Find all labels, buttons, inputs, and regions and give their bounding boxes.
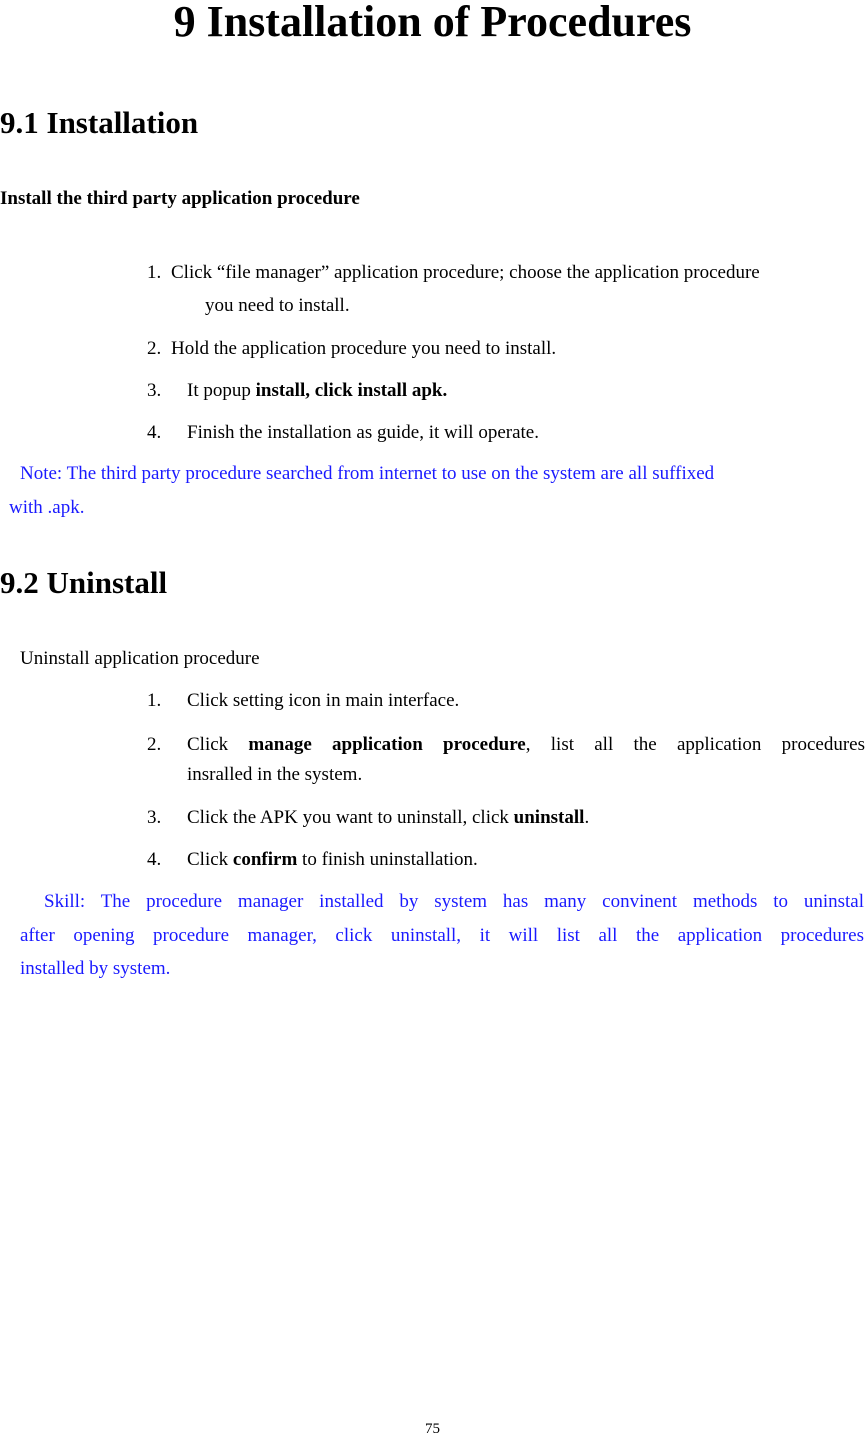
install-step-4-text: Finish the installation as guide, it will operate. (187, 422, 539, 443)
install-step-3-bold: install, click install apk. (255, 380, 448, 401)
install-step-2 (147, 337, 556, 361)
page-number: 75 (425, 1421, 440, 1437)
uninstall-step-2-pre: Click (187, 734, 249, 755)
uninstall-step-4-pre: Click (187, 849, 233, 870)
uninstall-step-3-number: 3. (147, 807, 162, 828)
install-step-4-number: 4. (147, 422, 162, 443)
uninstall-step-1 (147, 689, 459, 713)
skill-line-3: installed by system. (20, 958, 171, 979)
uninstall-step-2-line-2: insralled in the system. (187, 764, 363, 785)
skill-line-2: after opening procedure manager, click uninstall, it will list all the application procedures (20, 925, 864, 946)
uninstall-step-3-pre: Click the APK you want to uninstall, click (187, 807, 514, 828)
uninstall-step-3-bold: uninstall (513, 807, 585, 828)
install-step-2-text: Hold the application procedure you need to install. (171, 338, 557, 359)
install-step-2-number: 2. (147, 338, 162, 359)
section-title-installation: 9.1 Installation (0, 105, 199, 140)
uninstall-step-3-post: . (584, 807, 590, 828)
install-step-3-number: 3. (147, 380, 162, 401)
uninstall-step-4-bold: confirm (232, 849, 298, 870)
skill-line-1: Skill: The procedure manager installed by system has many convinent methods to uninstal (44, 891, 864, 912)
uninstall-step-2-line-1 (187, 733, 865, 757)
uninstall-step-2-bold: manage application procedure (248, 734, 526, 755)
install-step-3 (147, 379, 447, 403)
uninstall-step-4-post: to finish uninstallation. (297, 849, 478, 870)
uninstall-step-4-number: 4. (147, 849, 162, 870)
uninstall-step-4 (147, 848, 478, 872)
install-step-1-text: Click “file manager” application procedure; choose the application procedure (171, 262, 760, 283)
install-note-line-1: Note: The third party procedure searched from internet to use on the system are all suffixed (20, 463, 715, 484)
uninstall-step-2-number: 2. (147, 734, 162, 755)
install-note-line-2: with .apk. (9, 497, 85, 518)
install-step-4 (147, 421, 539, 445)
uninstall-step-3 (147, 806, 589, 830)
uninstall-step-2-post: , list all the application procedures (525, 734, 865, 755)
subheading-install: Install the third party application procedure (0, 188, 360, 209)
uninstall-step-1-number: 1. (147, 690, 162, 711)
install-step-1-number: 1. (147, 262, 162, 283)
install-step-3-text: It popup (187, 380, 256, 401)
install-step-1 (147, 261, 865, 285)
chapter-title: 9 Installation of Procedures (173, 0, 692, 46)
uninstall-step-1-text: Click setting icon in main interface. (187, 690, 460, 711)
uninstall-step-2 (147, 733, 865, 757)
section-title-uninstall: 9.2 Uninstall (0, 565, 168, 600)
uninstall-intro: Uninstall application procedure (20, 648, 260, 669)
install-step-1-cont: you need to install. (205, 295, 350, 316)
